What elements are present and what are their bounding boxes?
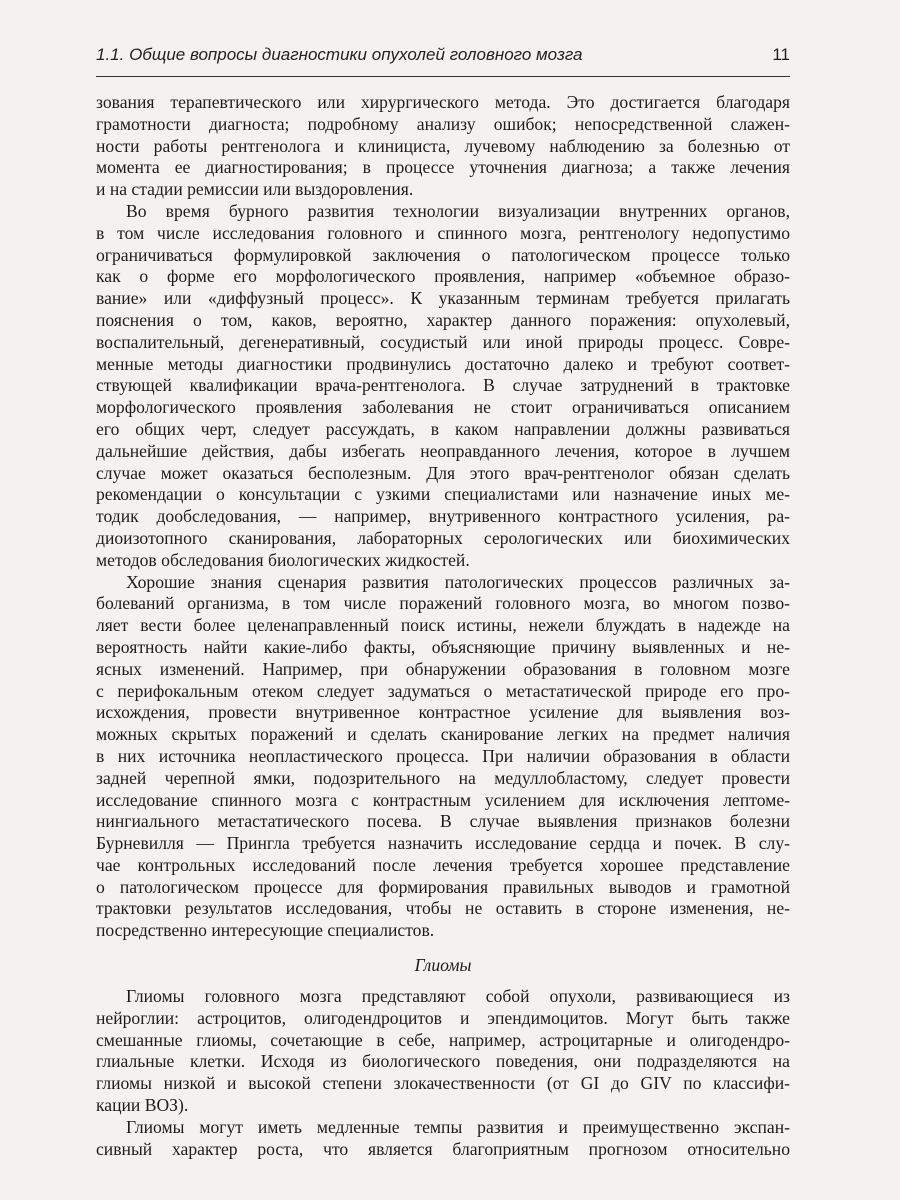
text-line: зования терапевтического или хирургического метода. Это достигается благодаря	[96, 92, 790, 112]
paragraph	[96, 986, 790, 1117]
text-line: вание» или «диффузный процесс». К указанным терминам требуется прилагать	[96, 288, 790, 309]
running-title: 1.1. Общие вопросы диагностики опухолей головного мозга	[96, 45, 583, 64]
text-line: его общих черт, следует рассуждать, в каком направлении должны развиваться	[96, 418, 790, 439]
page-number: 11	[772, 45, 790, 64]
text-line: ясных изменений. Например, при обнаружении образования в головном мозге	[96, 658, 790, 679]
paragraph	[96, 92, 790, 201]
text-line: чае контрольных исследований после лечения требуется хорошее представление	[96, 854, 790, 875]
page-header	[96, 36, 790, 77]
section-heading: Глиомы	[414, 955, 472, 976]
text-line: сивный характер роста, что является благоприятным прогнозом относительно	[96, 1138, 790, 1159]
text-line: дальнейшие действия, дабы избегать неоправданного лечения, которое в лучшем	[96, 440, 790, 461]
text-line: болеваний организма, в том числе поражений головного мозга, во многом позво-	[96, 593, 790, 614]
text-line: ствующей квалификации врача-рентгенолога. В случае затруднений в трактовке	[96, 375, 790, 396]
text-line: глиальные клетки. Исходя из биологического поведения, они подразделяются на	[96, 1051, 790, 1072]
paragraph	[96, 1117, 790, 1161]
text-line: исхождения, провести внутривенное контрастное усиление для выявления воз-	[96, 702, 790, 723]
text-line: о патологическом процессе для формирования правильных выводов и грамотной	[96, 876, 790, 897]
paragraphs-after-heading	[96, 986, 790, 1160]
body-text	[96, 92, 790, 1160]
text-line: ляет вести более целенаправленный поиск истины, нежели блуждать в надежде на	[96, 615, 790, 636]
text-line: глиомы низкой и высокой степени злокачественности (от GI до GIV по классифи-	[96, 1073, 790, 1094]
text-line: рекомендации о консультации с узкими специалистами или назначение иных ме-	[96, 484, 790, 505]
text-line: случае может оказаться бесполезным. Для этого врач-рентгенолог обязан сделать	[96, 462, 790, 483]
text-line: исследование спинного мозга с контрастным усилением для исключения лептоме-	[96, 789, 790, 810]
text-line: ности работы рентгенолога и клинициста, лучевому наблюдению за болезнью от	[96, 135, 790, 156]
text-line: менные методы диагностики продвинулись достаточно далеко и требуют соответ-	[96, 353, 790, 374]
text-line: посредственно интересующие специалистов.	[96, 920, 435, 941]
text-line: Во время бурного развития технологии визуализации внутренних органов,	[126, 200, 790, 221]
paragraph	[96, 572, 790, 943]
text-line: методов обследования биологических жидкостей.	[96, 549, 470, 570]
text-line: воспалительный, дегенеративный, сосудистый или иной природы процесс. Совре-	[96, 331, 790, 352]
text-line: морфологического проявления заболевания не стоит ограничиваться описанием	[96, 397, 790, 418]
paragraph	[96, 201, 790, 572]
text-line: как о форме его морфологического проявления, например «объемное образо-	[96, 266, 790, 287]
text-line: и на стадии ремиссии или выздоровления.	[96, 179, 414, 200]
text-line: нингиального метастатического посева. В случае выявления признаков болезни	[96, 811, 790, 832]
text-line: трактовки результатов исследования, чтобы не оставить в стороне изменения, не-	[96, 898, 790, 919]
text-line: Глиомы головного мозга представляют собой опухоли, развивающиеся из	[126, 986, 790, 1007]
text-line: пояснения о том, каков, вероятно, характер данного поражения: опухолевый,	[96, 309, 790, 330]
text-line: нейроглии: астроцитов, олигодендроцитов и эпендимоцитов. Могут быть также	[96, 1007, 790, 1028]
text-line: кации ВОЗ).	[96, 1095, 189, 1116]
text-line: грамотности диагноста; подробному анализу ошибок; непосредственной слажен-	[96, 113, 790, 134]
text-line: диоизотопного сканирования, лабораторных серологических или биохимических	[96, 527, 790, 548]
text-line: Хорошие знания сценария развития патологических процессов различных за-	[126, 571, 790, 592]
text-line: в том числе исследования головного и спинного мозга, рентгенологу недопустимо	[96, 222, 790, 243]
text-line: вероятность найти какие-либо факты, объясняющие причину выявленных и не-	[96, 636, 790, 657]
paragraphs-before-heading	[96, 92, 790, 942]
text-line: смешанные глиомы, сочетающие в себе, например, астроцитарные и олигодендро-	[96, 1029, 790, 1050]
text-line: тодик дообследования, — например, внутривенного контрастного усиления, ра-	[96, 506, 790, 527]
text-line: момента ее диагностирования; в процессе уточнения диагноза; а также лечения	[96, 157, 790, 178]
text-line: с перифокальным отеком следует задуматься о метастатической природе его про-	[96, 680, 790, 701]
text-line: Бурневилля — Прингла требуется назначить исследование сердца и почек. В слу-	[96, 833, 790, 854]
text-line: ограничиваться формулировкой заключения о патологическом процессе только	[96, 244, 790, 265]
text-line: в них источника неопластического процесса. При наличии образования в области	[96, 745, 790, 766]
text-line: можных скрытых поражений и сделать сканирование легких на предмет наличия	[96, 724, 790, 745]
text-line: задней черепной ямки, подозрительного на медуллобластому, следует провести	[96, 767, 790, 788]
text-line: Глиомы могут иметь медленные темпы развития и преимущественно экспан-	[126, 1116, 790, 1137]
